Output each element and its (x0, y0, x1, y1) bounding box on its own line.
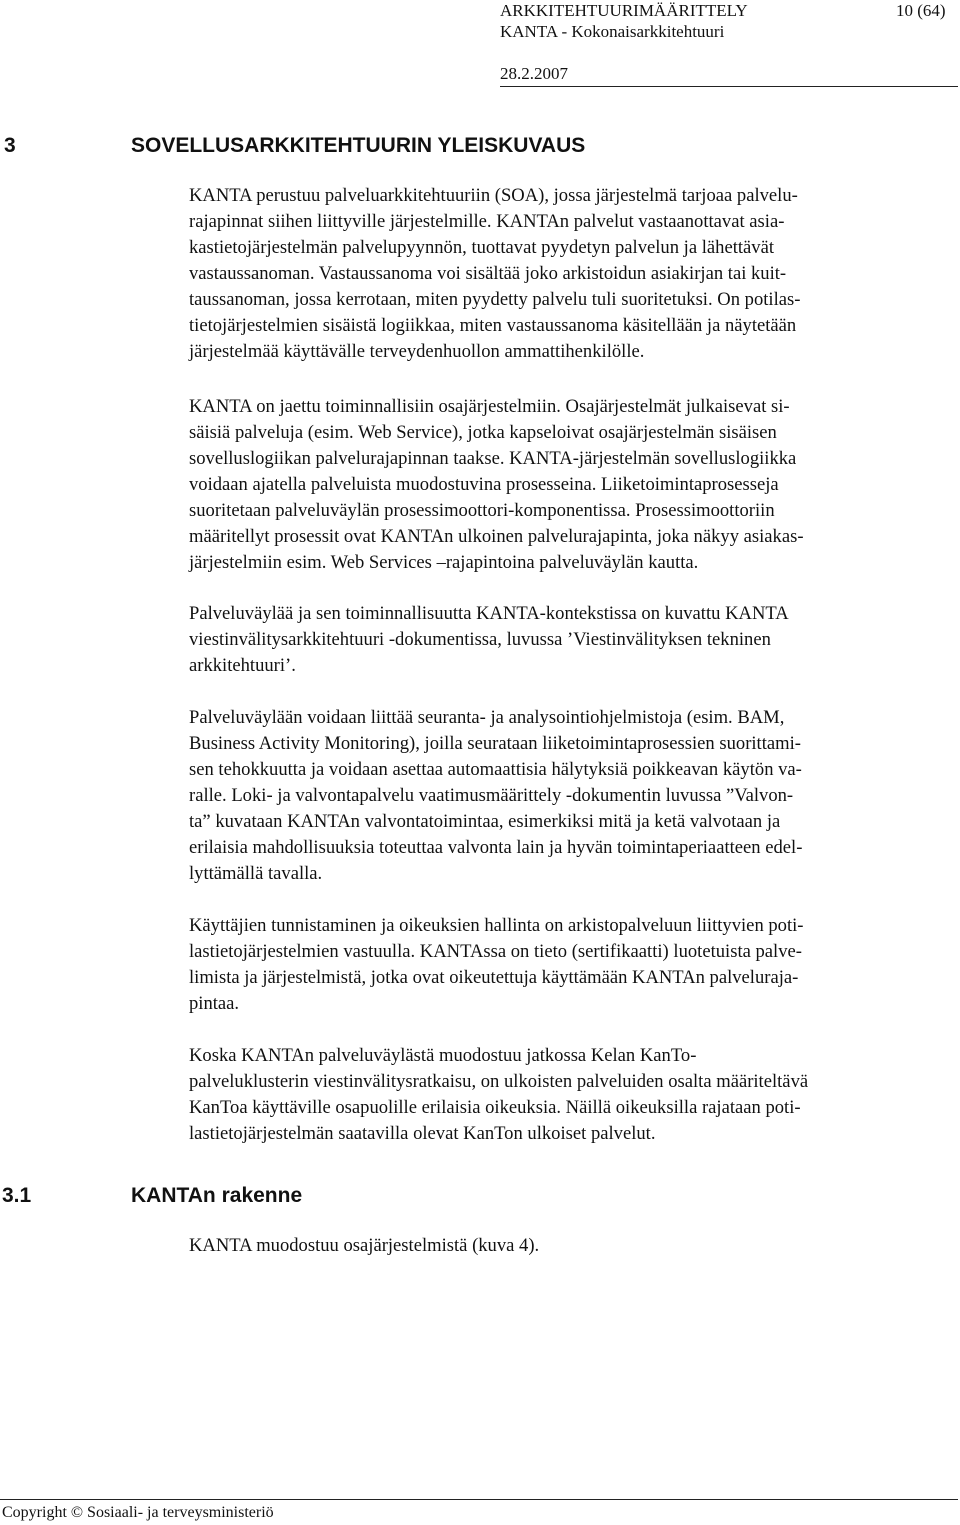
paragraph-line: järjestelmää käyttävälle terveydenhuollon ammattihenkilölle. (189, 341, 645, 362)
footer-copyright: Copyright © Sosiaali- ja terveysministeriö (2, 1504, 274, 1521)
paragraph-line: KanToa käyttäville osapuolille erilaisia oikeuksia. Näillä oikeuksilla rajataan poti- (189, 1097, 801, 1118)
section-number: 3 (4, 134, 16, 157)
paragraph-structure (189, 1233, 957, 1259)
paragraph-line: vastaussanoman. Vastaussanoma voi sisältää joko arkistoidun asiakirjan tai kuit- (189, 263, 787, 284)
paragraph-line: lastietojärjestelmän saatavilla olevat KanTon ulkoiset palvelut. (189, 1123, 656, 1144)
paragraph-line: lyttämällä tavalla. (189, 863, 323, 884)
subsection-title: KANTAn rakenne (131, 1184, 303, 1207)
paragraph-line: KANTA perustuu palveluarkkitehtuuriin (SOA), jossa järjestelmä tarjoaa palvelu- (189, 185, 798, 206)
header-page-number: 10 (64) (896, 1, 946, 20)
header-date: 28.2.2007 (500, 64, 568, 83)
paragraph-line: Business Activity Monitoring), joilla seurataan liiketoimintaprosessien suorittami- (189, 733, 801, 754)
paragraph-subsystems (189, 394, 957, 576)
paragraph-line: Palveluväylää ja sen toiminnallisuutta KANTA-kontekstissa on kuvattu KANTA (189, 603, 789, 624)
paragraph-line: erilaisia mahdollisuuksia toteuttaa valvonta lain ja hyvän toimintaperiaatteen edel- (189, 837, 803, 858)
paragraph-service-bus (189, 601, 957, 679)
subsection-number: 3.1 (2, 1184, 32, 1207)
paragraph-line: määritellyt prosessit ovat KANTAn ulkoinen palvelurajapinta, joka näkyy asiakas- (189, 526, 804, 547)
paragraph-soa (189, 183, 957, 365)
paragraph-line: arkkitehtuuri’. (189, 655, 296, 676)
paragraph-line: taussanoman, jossa kerrotaan, miten pyydetty palvelu tuli suoritetuksi. On potilas- (189, 289, 801, 310)
paragraph-kanto (189, 1043, 957, 1147)
header-subtitle: KANTA - Kokonaisarkkitehtuuri (500, 22, 725, 41)
header-doc-title: ARKKITEHTUURIMÄÄRITTELY (500, 1, 748, 20)
paragraph-line: ta” kuvataan KANTAn valvontatoimintaa, esimerkiksi mitä ja ketä valvotaan ja (189, 811, 781, 832)
paragraph-line: lastietojärjestelmien vastuulla. KANTAssa on tieto (sertifikaatti) luotetuista palve- (189, 941, 802, 962)
paragraph-line: KANTA on jaettu toiminnallisiin osajärjestelmiin. Osajärjestelmät julkaisevat si- (189, 396, 790, 417)
paragraph-line: sen tehokkuutta ja voidaan asettaa automaattisia hälytyksiä poikkeavan käytön va- (189, 759, 802, 780)
paragraph-line: rajapinnat siihen liittyville järjestelmille. KANTAn palvelut vastaanottavat asia- (189, 211, 785, 232)
paragraph-line: voidaan ajatella palveluista muodostuvina prosesseina. Liiketoimintaprosesseja (189, 474, 779, 495)
paragraph-line: kastietojärjestelmän palvelupyynnön, tuottavat pyydetyn palvelun ja lähettävät (189, 237, 775, 258)
paragraph-line: Palveluväylään voidaan liittää seuranta- ja analysointiohjelmistoja (esim. BAM, (189, 707, 785, 728)
paragraph-line: suoritetaan palveluväylän prosessimoottori-komponentissa. Prosessimoottoriin (189, 500, 775, 521)
paragraph-line: viestinvälitysarkkitehtuuri -dokumentissa, luvussa ’Viestinvälityksen tekninen (189, 629, 771, 650)
paragraph-line: järjestelmiin esim. Web Services –rajapintoina palveluväylän kautta. (189, 552, 699, 573)
paragraph-authentication (189, 913, 957, 1017)
paragraph-line: Koska KANTAn palveluväylästä muodostuu jatkossa Kelan KanTo- (189, 1045, 697, 1066)
paragraph-line: ralle. Loki- ja valvontapalvelu vaatimusmäärittely -dokumentin luvussa ”Valvon- (189, 785, 794, 806)
paragraph-line: pintaa. (189, 993, 240, 1014)
header-divider (500, 86, 958, 87)
footer-divider (0, 1499, 958, 1500)
paragraph-line: KANTA muodostuu osajärjestelmistä (kuva 4). (189, 1235, 540, 1256)
section-title: SOVELLUSARKKITEHTUURIN YLEISKUVAUS (131, 134, 586, 157)
paragraph-line: Käyttäjien tunnistaminen ja oikeuksien hallinta on arkistopalveluun liittyvien poti- (189, 915, 804, 936)
paragraph-line: säisiä palveluja (esim. Web Service), jotka kapseloivat osajärjestelmän sisäisen (189, 422, 777, 443)
paragraph-line: palveluklusterin viestinvälitysratkaisu, on ulkoisten palveluiden osalta määriteltävä (189, 1071, 809, 1092)
paragraph-line: limista ja järjestelmistä, jotka ovat oikeutettuja käyttämään KANTAn palveluraja- (189, 967, 799, 988)
paragraph-line: sovelluslogiikan palvelurajapinnan taakse. KANTA-järjestelmän sovelluslogiikka (189, 448, 797, 469)
paragraph-line: tietojärjestelmien sisäistä logiikkaa, miten vastaussanoma käsitellään ja näytetään (189, 315, 797, 336)
paragraph-monitoring (189, 705, 957, 887)
